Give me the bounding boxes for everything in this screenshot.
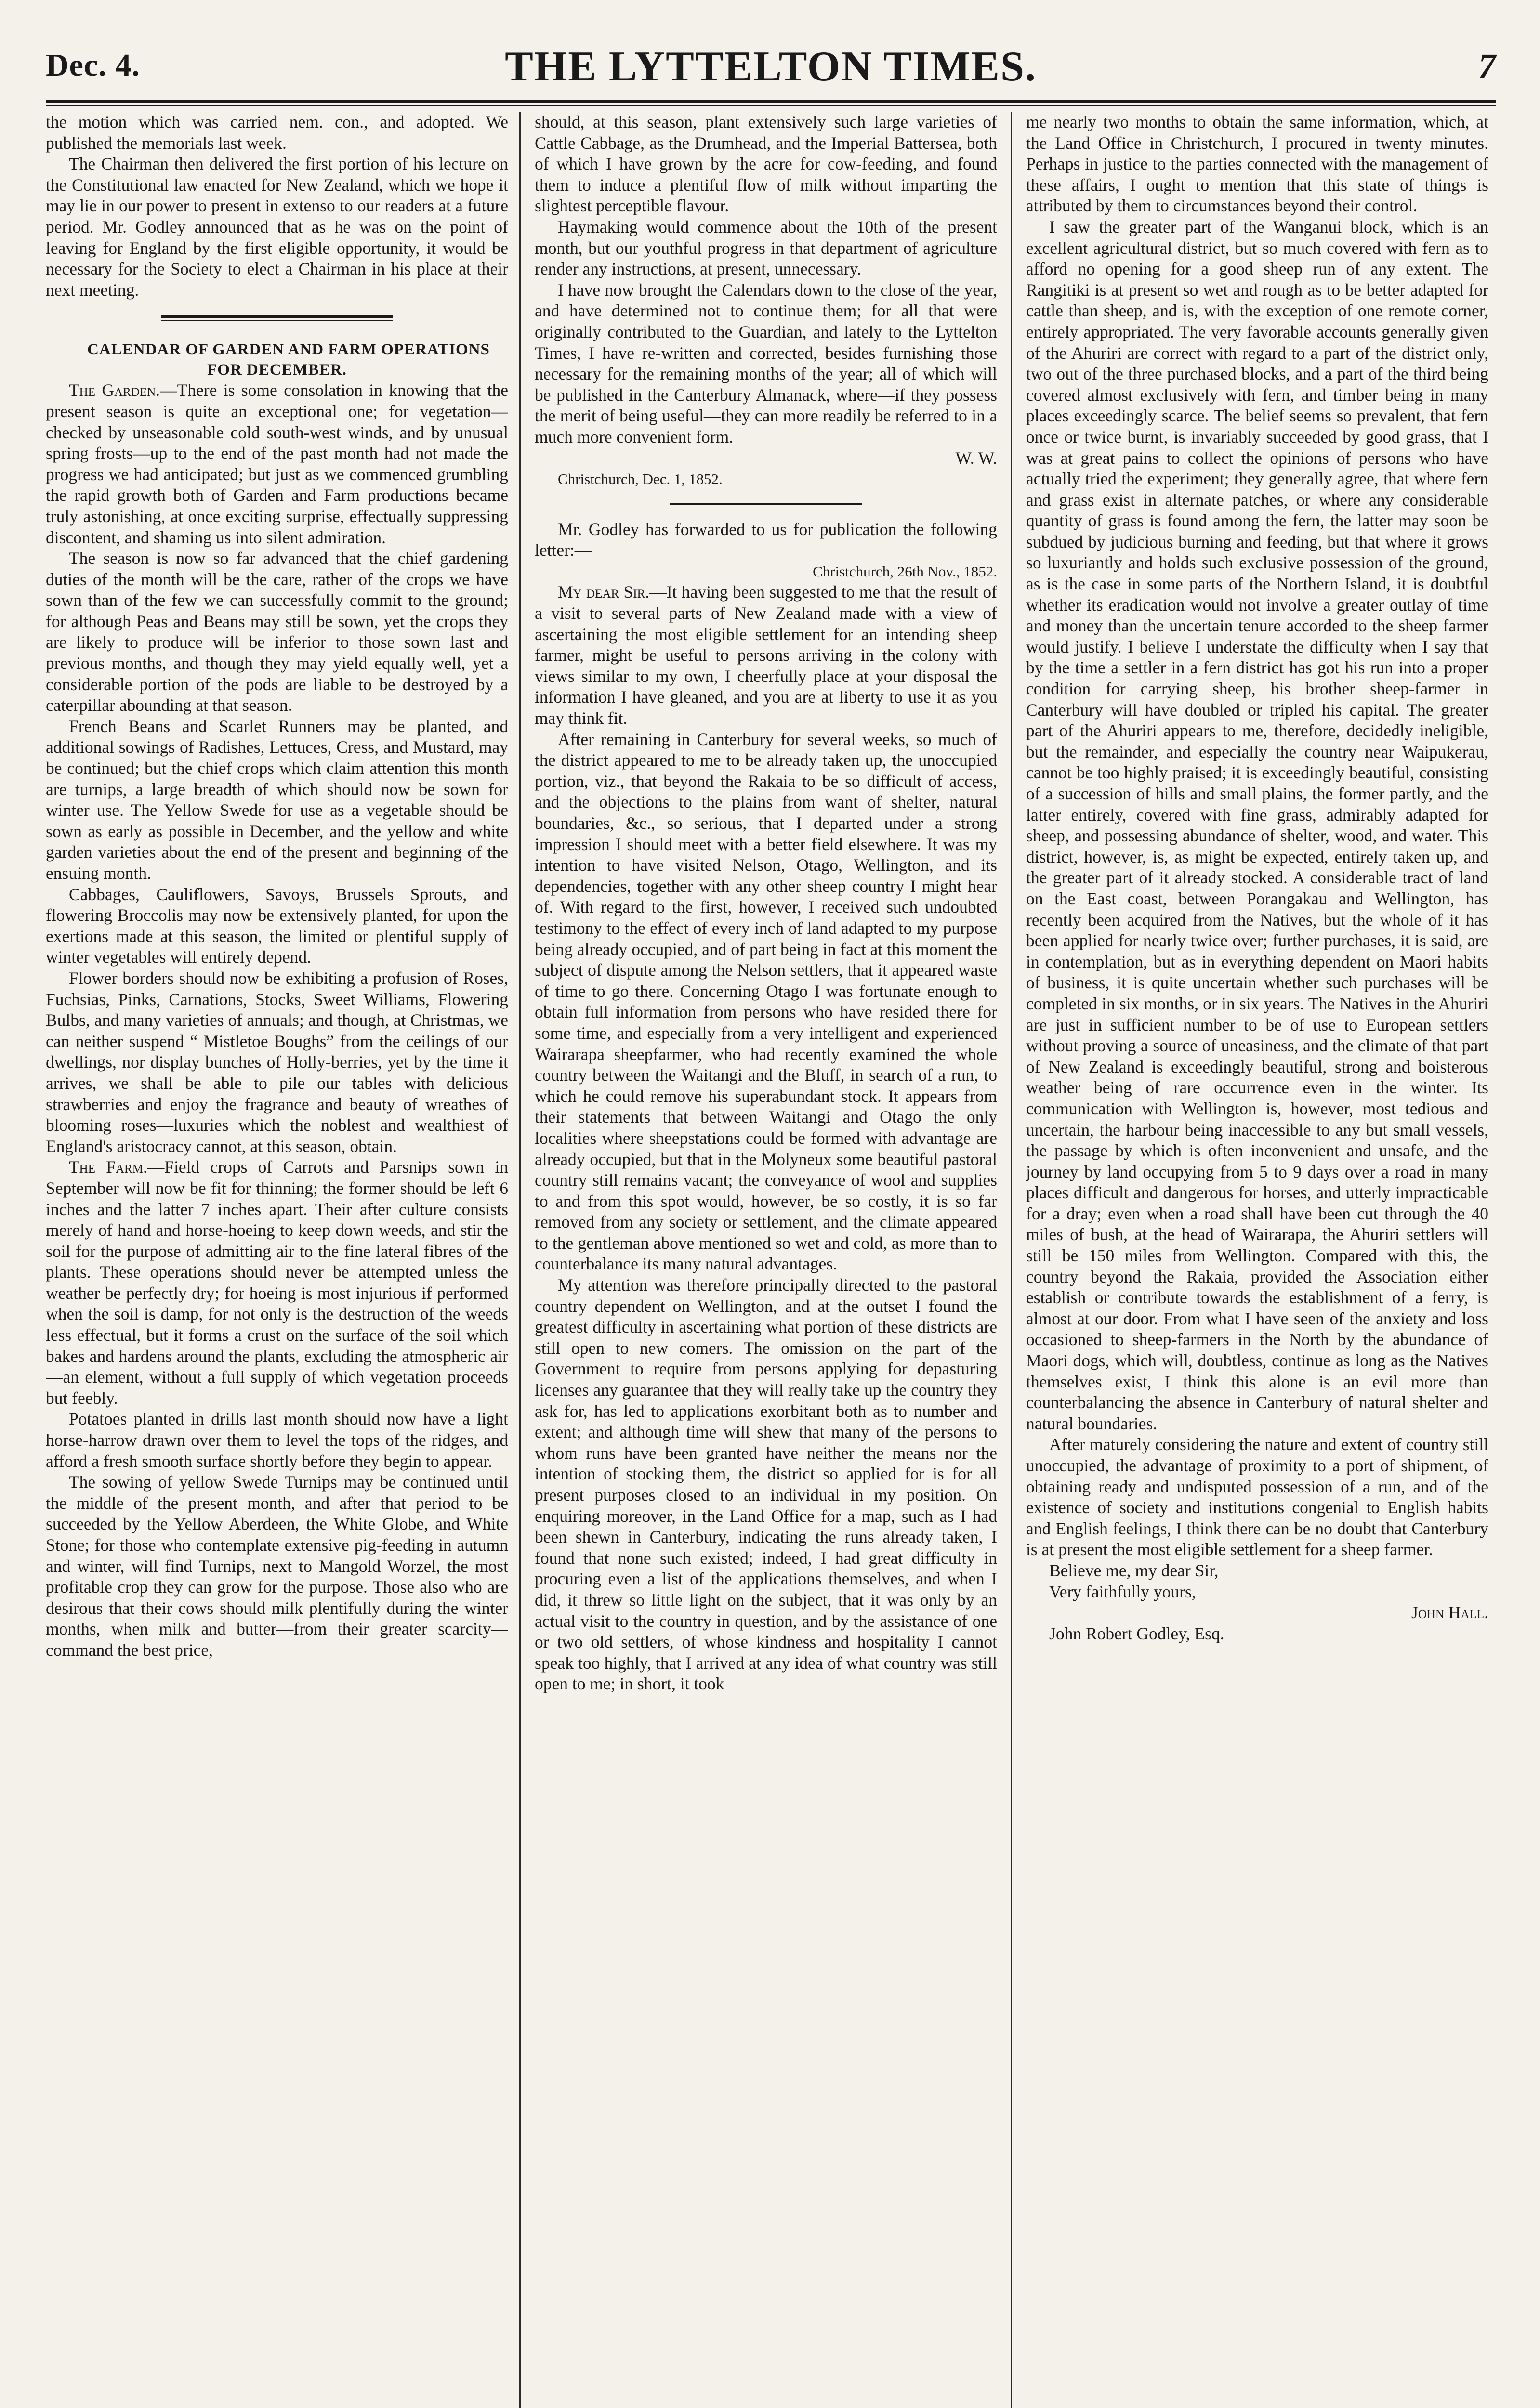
paragraph: French Beans and Scarlet Runners may be planted, and additional sowings of Radishes, Lettuces, Cress, and Mustard, may be continued; but the chief crops which claim attention this month are turnips, a large breadth of which should now be sown for winter use. The Yellow Swede for use as a vegetable should be sown as early as possible in December, and the yellow and white garden varieties about the end of the present and beginning of the ensuing month. bbox=[46, 716, 508, 883]
paragraph bbox=[46, 1157, 508, 1409]
paragraph: Potatoes planted in drills last month should now have a light horse-harrow drawn over them to level the tops of the ridges, and afford a fresh smooth surface shortly before they begin to appear. bbox=[46, 1409, 508, 1471]
paragraph: After maturely considering the nature and extent of country still unoccupied, the advantage of proximity to a port of shipment, of obtaining ready and undisputed possession of a run, and of the existence of society and institutions congenial to English habits and English feelings, I think there can be no doubt that Canterbury is at present the most eligible settlement for a sheep farmer. bbox=[1026, 1435, 1488, 1559]
letter-dateline: Christchurch, 26th Nov., 1852. bbox=[813, 563, 997, 580]
paragraph: The Chairman then delivered the first portion of his lecture on the Constitutional law enacted for New Zealand, which we hope it may lie in our power to present in extenso to our readers at a future period. Mr. Godley announced that as he was on the point of leaving for England by the first eligible opportunity, it would be necessary for the Society to elect a Chairman in his place at their next meeting. bbox=[46, 154, 508, 300]
paragraph: Cabbages, Cauliflowers, Savoys, Brussels Sprouts, and flowering Broccolis may now be extensively planted, for upon the exertions made at this season, the limited or plentiful supply of winter vegetables will entirely depend. bbox=[46, 884, 508, 967]
letter-closing: Believe me, my dear Sir, bbox=[1049, 1560, 1219, 1580]
run-in-heading: The Garden. bbox=[69, 380, 160, 400]
paragraph: I have now brought the Calendars down to the close of the year, and have determined not to continue them; for all that were originally contributed to the Guardian, and lately to the Lyttelton Times, I have re-written and corrected, besides furnishing those necessary for the remaining months of the year; all of which will be published in the Canterbury Almanack, where—if they possess the merit of being useful—they can more readily be referred to in a much more convenient form. bbox=[535, 280, 997, 446]
letter-addressee: John Robert Godley, Esq. bbox=[1049, 1623, 1224, 1643]
paragraph: Haymaking would commence about the 10th of the present month, but our youthful progress in that department of agriculture render any instructions, at present, unnecessary. bbox=[535, 217, 997, 279]
column-2 bbox=[535, 112, 997, 2408]
paragraph: The sowing of yellow Swede Turnips may be continued until the middle of the present month, and after that period to be succeeded by the Yellow Aberdeen, the White Globe, and White Stone; for those who contemplate extensive pig-feeding in autumn and winter, will find Turnips, next to Mangold Worzel, the most profitable crop they can grow for the purpose. Those also who are desirous that their cows should milk plentifully during the winter months, when milk and butter—from their greater scarcity—command the best price, bbox=[46, 1472, 508, 1660]
column-1 bbox=[46, 112, 508, 2408]
column-divider bbox=[1011, 112, 1012, 2408]
paragraph-text: —It having been suggested to me that the result of a visit to several parts of New Zealand made with a view of ascertaining the most eligible settlement for an intending sheep farmer, might be useful to persons arriving in the colony with views similar to my own, I cheerfully place at your disposal the information I have gleaned, and you are at liberty to use it as you may think fit. bbox=[535, 582, 997, 728]
paragraph-text: —Field crops of Carrots and Parsnips sown in September will now be fit for thinning; the former should be left 6 inches and the latter 7 inches apart. Their after culture consists merely of hand and horse-hoeing to keep down weeds, and stir the soil for the purpose of admitting air to the fine lateral fibres of the plants. These operations should never be attempted unless the weather be perfectly dry; for hoeing is most injurious if performed when the soil is damp, for not only is the destruction of the weeds less effectual, but it forms a crust on the surface of the soil which bakes and hardens around the plants, excluding the atmospheric air—an element, without a full supply of which vegetation proceeds but feebly. bbox=[46, 1157, 508, 1408]
section-divider bbox=[670, 503, 862, 505]
paragraph: Mr. Godley has forwarded to us for publication the following letter:— bbox=[535, 519, 997, 560]
section-divider bbox=[161, 315, 393, 321]
letter-closing: Very faithfully yours, bbox=[1049, 1582, 1196, 1601]
run-in-heading: The Farm. bbox=[69, 1157, 147, 1177]
paragraph: After remaining in Canterbury for several weeks, so much of the district appeared to me to be already taken up, the unoccupied portion, viz., that beyond the Rakaia to be so difficult of access, and the objections to the plains from want of shelter, natural boundaries, &c., so serious, that I departed under a strong impression I should meet with a better field elsewhere. It was my intention to have visited Nelson, Otago, Wellington, and its dependencies, together with any other sheep country I might hear of. With regard to the first, however, I received such undoubted testimony to the effect of every inch of land adapted to my purpose being already occupied, and of part being in fact at this moment the subject of dispute among the Nelson settlers, that it appeared waste of time to go there. Concerning Otago I was fortunate enough to obtain full information from persons who have resided there for some time, and especially from a very intelligent and experienced Wairarapa sheepfarmer, who had recently examined the whole country between the Waitangi and the Bluff, in search of a run, to which he could remove his superabundant stock. It appears from their statements that between Waitangi and Otago the only localities where sheepstations could be formed with advantage are already occupied, but that in the Molyneux some beautiful pastoral country still remains vacant; the conveyance of wool and supplies to and from this spot would, however, be so costly, it is so far removed from any society or settlement, and the climate appeared to the gentleman above mentioned so wet and cold, as more than to counterbalance its many natural advantages. bbox=[535, 729, 997, 1274]
masthead-title: THE LYTTELTON TIMES. bbox=[505, 43, 1037, 90]
paragraph: My attention was therefore principally directed to the pastoral country dependent on Wellington, and at the outset I found the greatest difficulty in ascertaining what portion of these districts are still open to new comers. The omission on the part of the Government to require from persons applying for depasturing licenses any guarantee that they will really take up the country they ask for, has led to applications exorbitant both as to number and extent; and although time will shew that many of the persons to whom runs have been granted have neither the means nor the intention of stocking them, the district so applied for is for all present purposes closed to an individual in my position. On enquiring moreover, in the Land Office for a map, such as I had been shewn in Canterbury, indicating the runs already taken, I found that none such existed; indeed, I had great difficulty in procuring even a list of the applications themselves, and when I did, it threw so little light on the subject, that it was only by an actual visit to the country in question, and by the assistance of one or two old settlers, of whose kindness and hospitality I cannot speak too highly, that I arrived at any idea of what country was still open to me; in short, it took bbox=[535, 1275, 997, 1694]
section-heading: CALENDAR OF GARDEN AND FARM OPERATIONS FOR DECEMBER. bbox=[87, 341, 490, 379]
paragraph: I saw the greater part of the Wanganui block, which is an excellent agricultural district, but so much covered with fern as to afford no opening for a good sheep run of any extent. The Rangitiki is at present so wet and rough as to be better adapted for cattle than sheep, and is, with the exception of one remote corner, entirely appropriated. The very favorable accounts generally given of the Ahuriri are correct with regard to a part of the district only, two out of the three purchased blocks, and a part of the third being covered almost exclusively with fern, and timber being in many places exceedingly scarce. The belief seems so prevalent, that fern once or twice burnt, is invariably succeeded by good grass, that I was at great pains to collect the opinions of persons who have actually tried the experiment; they generally agree, that where fern and grass exist in alternate patches, or where any considerable quantity of grass is found among the fern, the latter may soon be subdued by judicious burning and feeding, but that where it grows so luxuriantly and holds such exclusive possession of the ground, as is the case in some parts of the Northern Island, it is doubtful whether its eradication would not involve a greater outlay of time and money than the uncertain tenure accorded to the sheep farmer would justify. I believe I understate the difficulty when I say that by the time a settler in a fern district has got his run into a proper condition for carrying sheep, his brother sheep-farmer in Canterbury will have doubled or tripled his capital. The greater part of the Ahuriri appears to me, therefore, decidedly ineligible, but the remainder, and especially the country near Waipukerau, cannot be too highly praised; it is exceedingly beautiful, consisting of a succession of hills and small plains, the former partly, and the latter entirely, covered with fine grass, admirably adapted for sheep, and possessing abundance of shelter, wood, and water. This district, however, is, as might be expected, entirely taken up, and the greater part of it already stocked. A considerable tract of land on the East coast, between Porangakau and Wellington, has recently been acquired from the Natives, but the whole of it has been applied for nearly twice over; further purchases, it is said, are in contemplation, but as in everything dependent on Maori habits of business, it is quite uncertain whether such purchases will be completed in six months, or in six years. The Natives in the Ahuriri are just in sufficient number to be of use to European settlers without proving a source of uneasiness, and the climate of that part of New Zealand is exceedingly beautiful, strong and boisterous weather being of rare occurrence even in the winter. Its communication with Wellington is, however, most tedious and uncertain, the harbour being inaccessible to any but small vessels, the passage by which is often inconvenient and unsafe, and the journey by land occupying from 5 to 9 days over a road in many places difficult and dangerous for horses, and utterly impracticable for a dray; even when a road shall have been cut through the 40 miles of bush, at the head of Wairarapa, the Ahuriri settlers will still be 150 miles from Wellington. Compared with this, the country beyond the Rakaia, provided the Association either establish or contribute towards the establishment of a ferry, is almost at our door. From what I have seen of the anxiety and loss occasioned to sheep-farmers in the North by the abundance of Maori dogs, which will, doubtless, continue as long as the Natives themselves exist, I think this alone is an evil more than counterbalancing the absence in Canterbury of natural shelter and natural boundaries. bbox=[1026, 217, 1488, 1433]
masthead-rule-thin bbox=[46, 105, 1496, 106]
paragraph: me nearly two months to obtain the same information, which, at the Land Office in Christchurch, I procured in twenty minutes. Perhaps in justice to the parties connected with the management of these affairs, I ought to mention that this state of things is attributed by them to circumstances beyond their control. bbox=[1026, 112, 1488, 216]
paragraph bbox=[535, 582, 997, 729]
signature: W. W. bbox=[955, 448, 997, 468]
column-3 bbox=[1026, 112, 1488, 2408]
letter-signature: John Hall. bbox=[1411, 1603, 1488, 1623]
paragraph: The season is now so far advanced that the chief gardening duties of the month will be the care, rather of the crops we have sown than of the few we can successfully commit to the ground; for although Peas and Beans may still be sown, yet the crops they are likely to produce will be inferior to those sown last and previous months, and though they may yield equally well, yet a considerable portion of the pods are liable to be destroyed by a caterpillar abounding at that season. bbox=[46, 549, 508, 715]
paragraph: should, at this season, plant extensively such large varieties of Cattle Cabbage, as the Drumhead, and the Imperial Battersea, both of which I have grown by the acre for cow-feeding, and found them to induce a plentiful flow of milk without imparting the slightest perceptible flavour. bbox=[535, 112, 997, 216]
paragraph-text: —There is some consolation in knowing that the present season is quite an exceptional one; for vegetation—checked by unseasonable cold south-west winds, and by unusual spring frosts—up to the end of the past month had not made the progress we had anticipated; but just as we commenced grumbling the rapid growth both of Garden and Farm productions became truly astonishing, at once exciting surprise, effectually suppressing discontent, and shaming us into silent admiration. bbox=[46, 380, 508, 547]
paragraph: Flower borders should now be exhibiting a profusion of Roses, Fuchsias, Pinks, Carnations, Stocks, Sweet Williams, Flowering Bulbs, and many varieties of annuals; and though, at Christmas, we can neither suspend “ Mistletoe Boughs” from the ceilings of our dwellings, nor display bunches of Holly-berries, yet by the time it arrives, we shall be able to pile our tables with delicious strawberries and enjoy the fragrance and beauty of wreathes of blooming roses—luxuries which the noblest and wealthiest of England's aristocracy cannot, at this season, obtain. bbox=[46, 968, 508, 1156]
salutation: My dear Sir. bbox=[558, 582, 650, 602]
dateline: Christchurch, Dec. 1, 1852. bbox=[558, 471, 723, 488]
masthead-rule bbox=[46, 100, 1496, 103]
masthead-date: Dec. 4. bbox=[46, 48, 140, 83]
paragraph bbox=[46, 380, 508, 548]
paragraph: the motion which was carried nem. con., and adopted. We published the memorials last week. bbox=[46, 112, 508, 153]
masthead bbox=[46, 42, 1496, 100]
column-divider bbox=[519, 112, 521, 2408]
page-number: 7 bbox=[1478, 47, 1496, 85]
